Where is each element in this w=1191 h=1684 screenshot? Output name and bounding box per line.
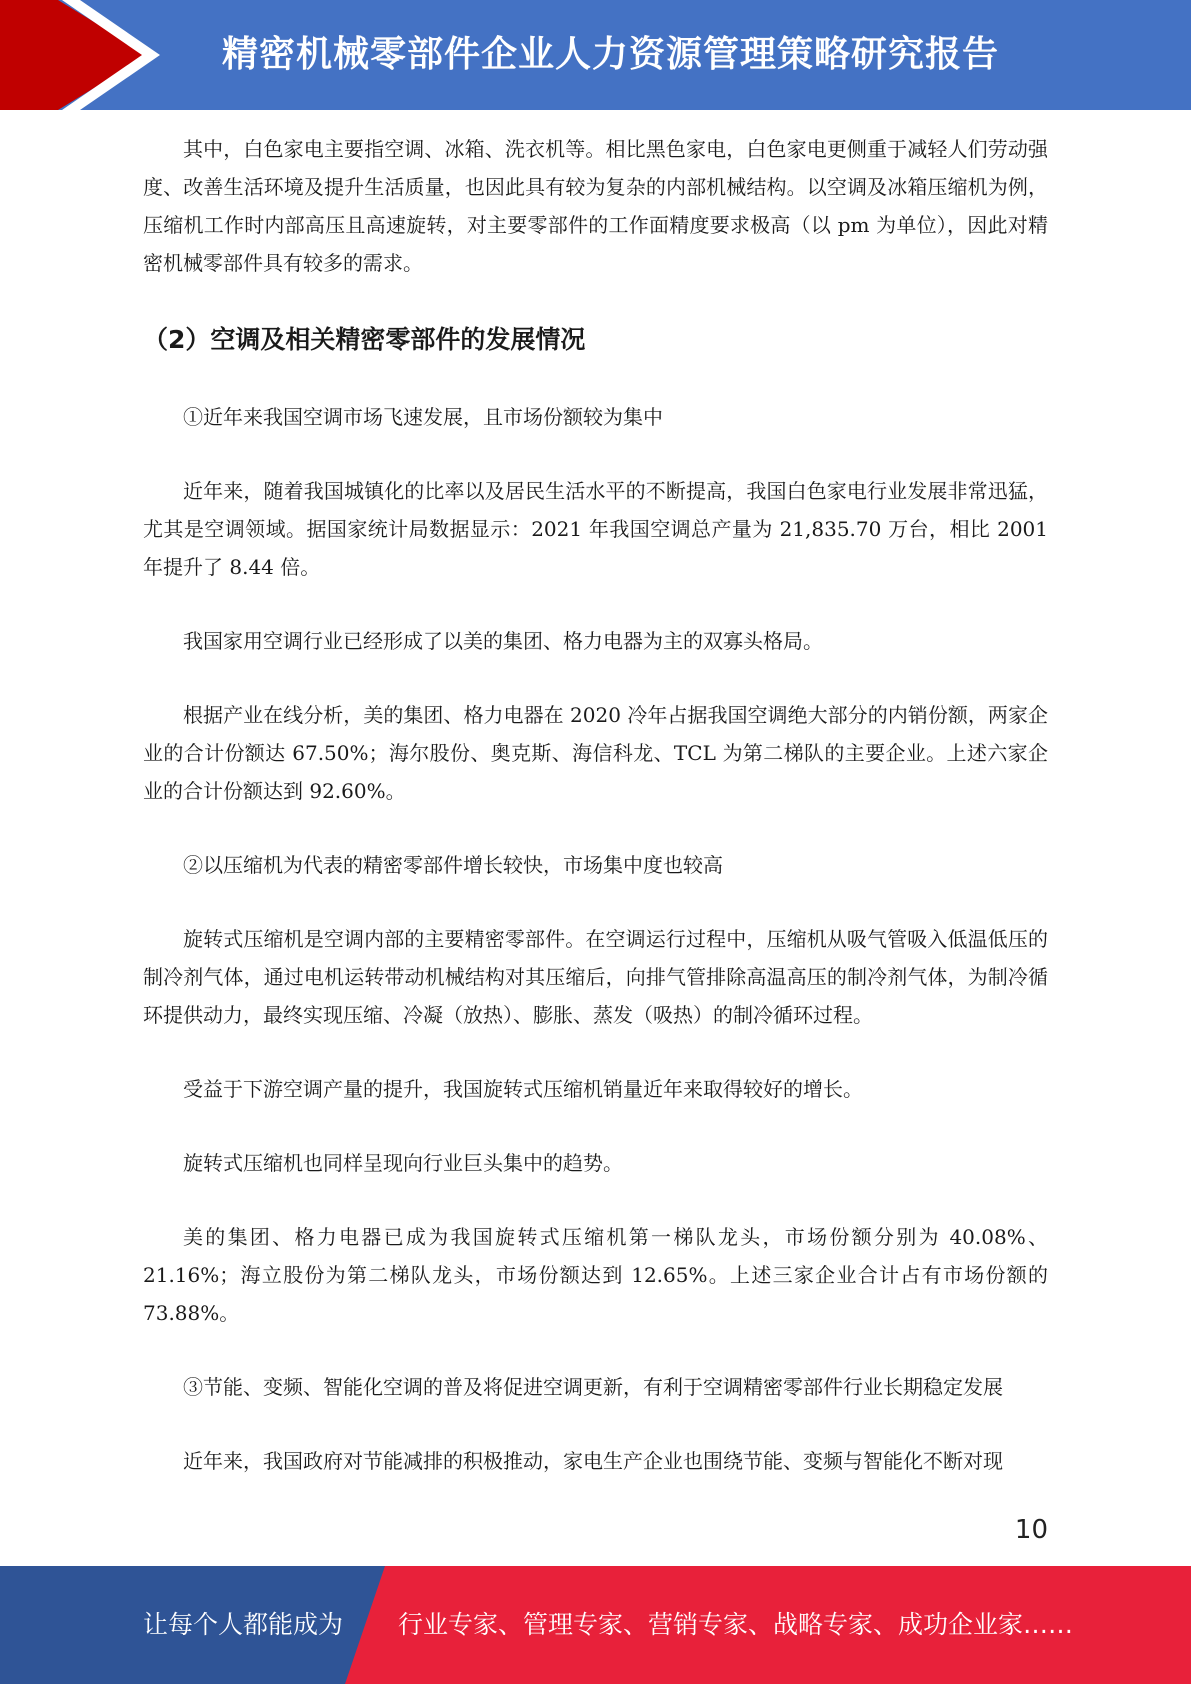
paragraph: 其中，白色家电主要指空调、冰箱、洗衣机等。相比黑色家电，白色家电更侧重于减轻人们劳动强度、改善生活环境及提升生活质量，也因此具有较为复杂的内部机械结构。以空调及冰箱压缩机为例，压缩机工作时内部高压且高速旋转，对主要零部件的工作面精度要求极高（以 pm 为单位），因此对精密机械零部件具有较多的需求。: [143, 137, 1048, 275]
subheading: ①近年来我国空调市场飞速发展，且市场份额较为集中: [183, 405, 663, 429]
section-heading: （2）空调及相关精密零部件的发展情况: [143, 325, 586, 354]
subheading: ②以压缩机为代表的精密零部件增长较快，市场集中度也较高: [183, 853, 723, 877]
page-footer: [0, 1566, 1191, 1684]
report-title: 精密机械零部件企业人力资源管理策略研究报告: [222, 34, 1000, 75]
page-header: [0, 0, 1191, 110]
footer-slogan-right: 行业专家、管理专家、营销专家、战略专家、成功企业家……: [398, 1610, 1074, 1639]
subheading: ③节能、变频、智能化空调的普及将促进空调更新，有利于空调精密零部件行业长期稳定发展: [183, 1375, 1003, 1399]
page-number: 10: [1014, 1515, 1048, 1545]
paragraph: 我国家用空调行业已经形成了以美的集团、格力电器为主的双寡头格局。: [183, 629, 823, 653]
paragraph: 受益于下游空调产量的提升，我国旋转式压缩机销量近年来取得较好的增长。: [183, 1077, 863, 1101]
paragraph: 近年来，随着我国城镇化的比率以及居民生活水平的不断提高，我国白色家电行业发展非常迅猛，尤其是空调领域。据国家统计局数据显示：2021 年我国空调总产量为 21,835.70 万台，相比 2001 年提升了 8.44 倍。: [143, 479, 1048, 579]
paragraph: 根据产业在线分析，美的集团、格力电器在 2020 冷年占据我国空调绝大部分的内销份额，两家企业的合计份额达 67.50%；海尔股份、奥克斯、海信科龙、TCL 为第二梯队的主要企业。上述六家企业的合计份额达到 92.60%。: [143, 703, 1048, 803]
paragraph: 近年来，我国政府对节能减排的积极推动，家电生产企业也围绕节能、变频与智能化不断对现: [183, 1449, 1003, 1473]
main-content: [143, 130, 1048, 1480]
paragraph: 旋转式压缩机也同样呈现向行业巨头集中的趋势。: [183, 1151, 623, 1175]
paragraph: 美的集团、格力电器已成为我国旋转式压缩机第一梯队龙头，市场份额分别为 40.08%、21.16%；海立股份为第二梯队龙头，市场份额达到 12.65%。上述三家企业合计占有市场份额的 73.88%。: [143, 1225, 1048, 1325]
paragraph: 旋转式压缩机是空调内部的主要精密零部件。在空调运行过程中，压缩机从吸气管吸入低温低压的制冷剂气体，通过电机运转带动机械结构对其压缩后，向排气管排除高温高压的制冷剂气体，为制冷循环提供动力，最终实现压缩、冷凝（放热）、膨胀、蒸发（吸热）的制冷循环过程。: [143, 927, 1048, 1027]
footer-slogan-left: 让每个人都能成为: [143, 1610, 344, 1639]
